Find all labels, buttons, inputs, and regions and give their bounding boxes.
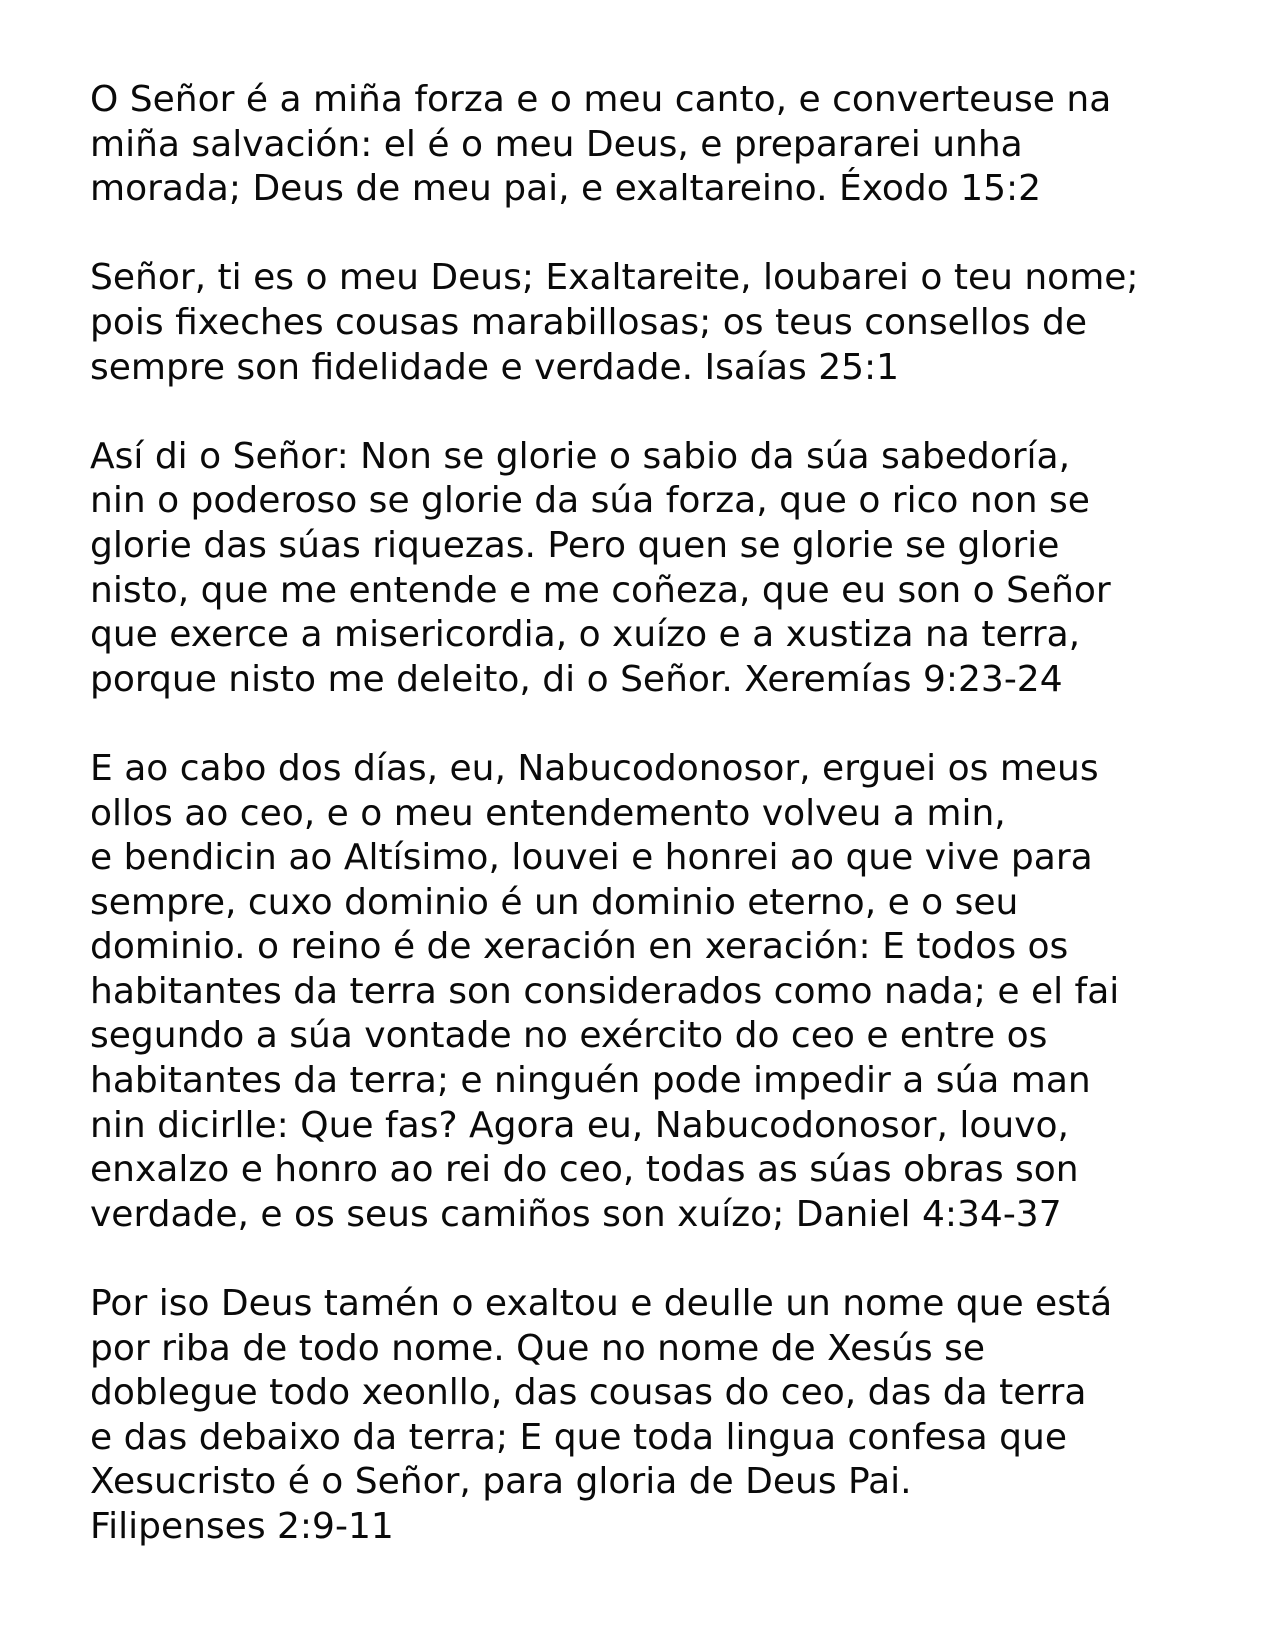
passage-isaiah [90,256,1210,390]
passage-daniel [90,747,1210,1238]
text-line: por riba de todo nome. Que no nome de Xesús se [90,1327,985,1369]
passage-philippians [90,1282,1210,1550]
text-line: que exerce a misericordia, o xuízo e a xustiza na terra, [90,614,1081,656]
text-line: e das debaixo da terra; E que toda lingua confesa que [90,1416,1067,1458]
text-line: nisto, que me entende e me coñeza, que eu son o Señor [90,569,1111,611]
text-line: O Señor é a miña forza e o meu canto, e converteuse na [90,79,1112,120]
passage-exodus [90,78,1210,212]
text-line: habitantes da terra son considerados como nada; e el fai [90,970,1120,1012]
text-line: dominio. o reino é de xeración en xeración: E todos os [90,926,1069,968]
text-line: doblegue todo xeonllo, das cousas do ceo, das da terra [90,1372,1087,1414]
text-line: e bendicin ao Altísimo, louvei e honrei ao que vive para [90,837,1093,879]
text-line: Por iso Deus tamén o exaltou e deulle un nome que está [90,1283,1113,1325]
document-page [90,78,1210,1594]
text-line: miña salvación: el é o meu Deus, e prepararei unha [90,123,1023,165]
text-line: Señor, ti es o meu Deus; Exaltareite, loubarei o teu nome; [90,257,1139,299]
text-line: pois fixeches cousas marabillosas; os teus consellos de [90,301,1087,343]
text-line: verdade, e os seus camiños son xuízo; Daniel 4:34-37 [90,1193,1062,1235]
text-line: ollos ao ceo, e o meu entendemento volveu a min, [90,792,1006,834]
text-line: Así di o Señor: Non se glorie o sabio da súa sabedoría, [90,435,1071,477]
passage-jeremiah [90,435,1210,703]
text-line: glorie das súas riquezas. Pero quen se glorie se glorie [90,524,1060,566]
text-line: sempre, cuxo dominio é un dominio eterno, e o seu [90,881,1019,923]
text-line: habitantes da terra; e ninguén pode impedir a súa man [90,1060,1091,1102]
text-line: morada; Deus de meu pai, e exaltareino. Éxodo 15:2 [90,168,1042,210]
text-line: segundo a súa vontade no exército do ceo e entre os [90,1015,1048,1057]
text-line: porque nisto me deleito, di o Señor. Xeremías 9:23-24 [90,658,1063,700]
text-line: Filipenses 2:9-11 [90,1506,394,1547]
text-line: sempre son fidelidade e verdade. Isaías 25:1 [90,346,900,388]
text-line: E ao cabo dos días, eu, Nabucodonosor, erguei os meus [90,747,1099,789]
text-line: Xesucristo é o Señor, para gloria de Deus Pai. [90,1461,912,1503]
text-line: nin dicirlle: Que fas? Agora eu, Nabucodonosor, louvo, [90,1104,1069,1146]
text-line: enxalzo e honro ao rei do ceo, todas as súas obras son [90,1149,1079,1191]
text-line: nin o poderoso se glorie da súa forza, que o rico non se [90,480,1090,522]
